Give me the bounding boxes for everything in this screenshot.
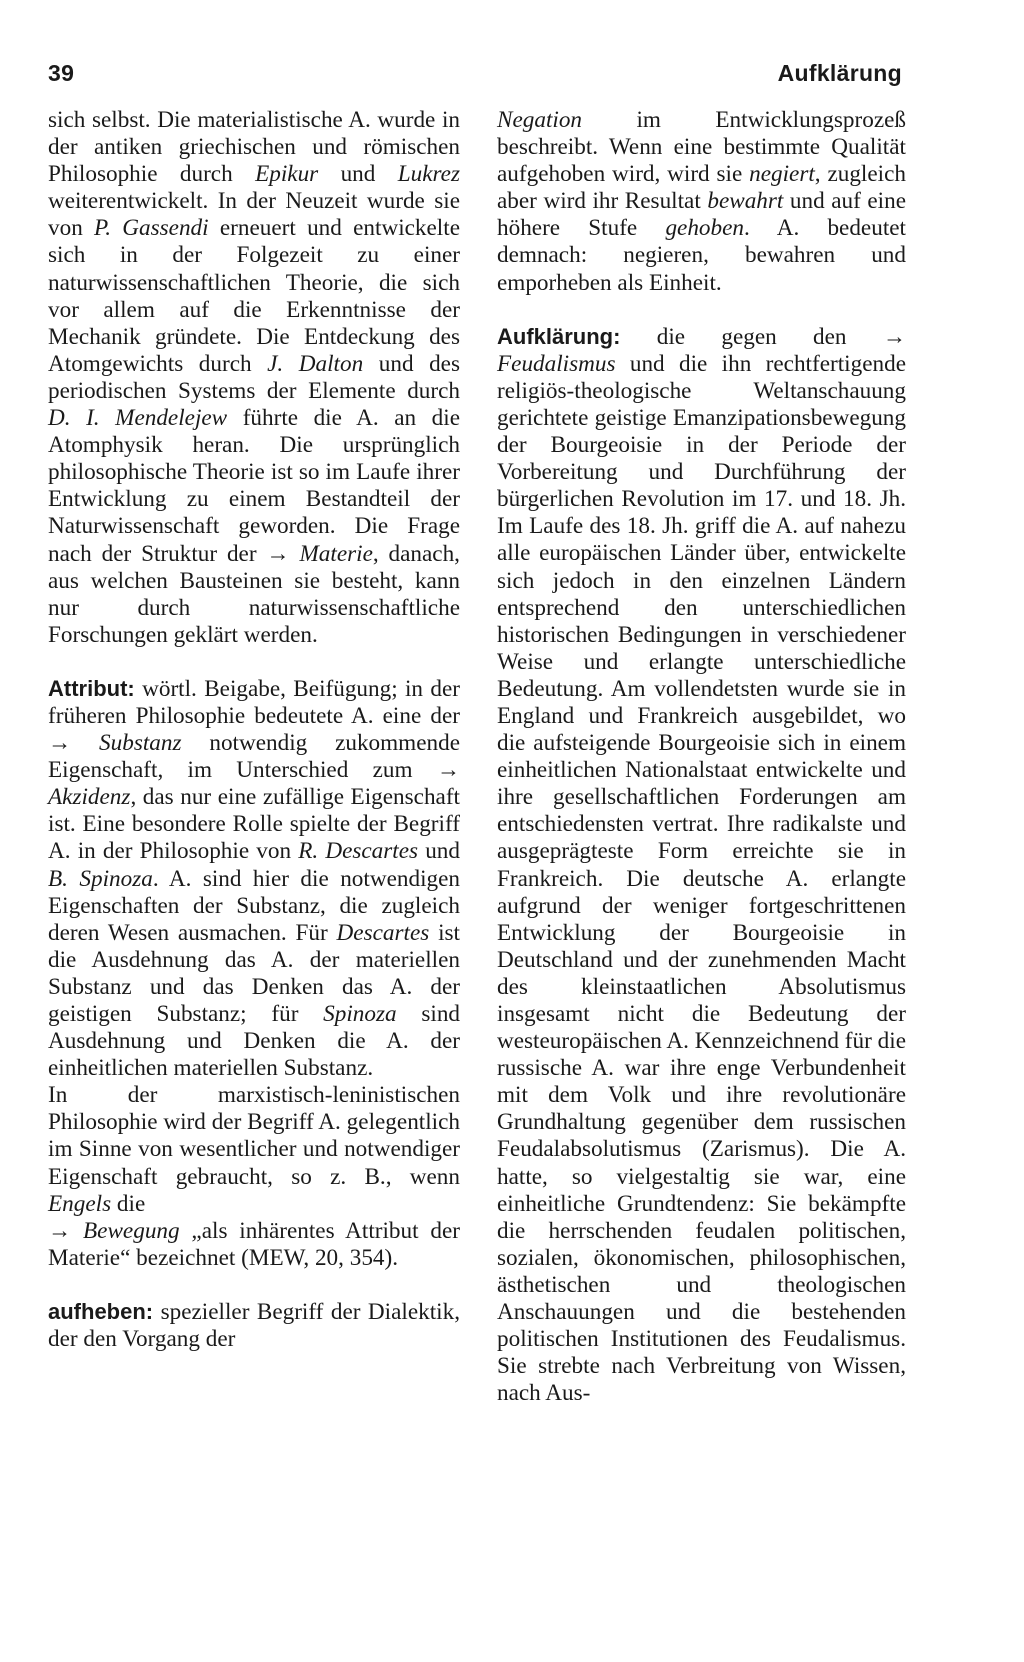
text: im Entwicklungsprozeß beschreibt. Wenn eine bestimmte Qualität aufgehoben wird, wird sie (497, 107, 906, 188)
name-spinoza: B. Spinoza (48, 865, 153, 892)
entry-aufheben (48, 1298, 460, 1353)
term-bewahrt: bewahrt (707, 188, 784, 215)
text: „als inhärentes Attribut der Materie“ bezeichnet (MEW, 20, 354). (48, 1217, 460, 1271)
cross-reference-arrow-icon: → (266, 540, 290, 567)
text: , zugleich aber wird ihr Resultat (497, 161, 906, 215)
name-epikur: Epikur (255, 161, 319, 188)
running-title: Aufklärung (777, 60, 902, 86)
text: die gegen den (620, 323, 883, 350)
name-gassendi: P. Gassendi (94, 215, 209, 242)
headword-attribut: Attribut: (48, 675, 135, 701)
text: und die ihn rechtfertigende religiös-theologische Weltanschauung gerichtete geistige Emanzipationsbewegung der Bourgeoisie in der Periode der Vorbereitung und Durchführung der bürgerlichen Revolution im 17. und 18. Jh. Im Laufe des 18. Jh. griff die A. auf nahezu alle europäischen Länder über, entwickelte sich jedoch in den einzelnen Ländern entsprechend den unterschiedlichen historischen Bedingungen in verschiedener Weise und erlangte unterschiedliche Bedeutung. Am vollendetsten wurde sie in England und Frankreich ausgebildet, wo die aufsteigende Bourgeoisie sich in einem einheitlichen Nationalstaat entwickelte und ihre gesellschaftlichen Forderungen am entschiedensten vertrat. Ihre radikalste und ausgeprägteste Form erreichte sie in Frankreich. Die deutsche A. erlangte aufgrund der weniger fortgeschrittenen Entwicklung der Bourgeoisie in Deutschland und der zunehmenden Macht des kleinstaatlichen Absolutismus insgesamt nicht die Bedeutung der westeuropäischen A. Kennzeichnend für die russische A. war ihre enge Verbundenheit mit dem Volk und ihre revolutionäre Grundhaltung gegenüber dem russischen Feudalabsolutismus (Zarismus). Die A. hatte, so vielgestaltig sie war, eine einheitliche Grundtendenz: Sie bekämpfte die herrschenden feudalen politischen, sozialen, ökonomischen, philosophischen, ästhetischen und theologischen Anschauungen und die bestehenden politischen Institutionen des Feudalismus. Sie strebte nach Verbreitung von Wissen, nach Aus- (497, 350, 906, 1407)
xref-akzidenz: Akzidenz (48, 784, 131, 811)
text: führte die A. an die Atomphysik heran. Die ursprünglich philosophische Theorie ist so im Laufe ihrer Entwicklung zu einem Bestandteil der Naturwissenschaft geworden. Die Frage nach der Struktur der (48, 405, 460, 567)
text: . A. bedeutet demnach: negieren, bewahren und emporheben als Einheit. (497, 215, 906, 296)
text: spezieller Begriff der Dialektik, der den Vorgang der (48, 1298, 460, 1353)
xref-substanz: Substanz (99, 730, 182, 757)
text: und auf eine höhere Stufe (497, 188, 907, 242)
left-column (48, 107, 460, 1353)
text: . A. sind hier die notwendigen Eigenschaften der Substanz, die zugleich deren Wesen ausmachen. Für (48, 865, 460, 946)
name-descartes: Descartes (336, 919, 430, 946)
entry-attribut (48, 675, 460, 1082)
text: und (318, 161, 398, 188)
text: , danach, aus welchen Bausteinen sie besteht, kann nur durch naturwissenschaftliche Forschungen geklärt werden. (48, 540, 460, 648)
name-descartes: R. Descartes (298, 838, 419, 865)
term-gehoben: gehoben (665, 215, 744, 242)
text: wörtl. Beigabe, Beifügung; in der früheren Philosophie bedeutete A. eine der (48, 675, 460, 729)
text: sich selbst. Die materialistische A. wurde in der antiken griechischen und römischen Philosophie durch (48, 107, 460, 188)
name-spinoza: Spinoza (323, 1001, 397, 1027)
text: , das nur eine zufällige Eigenschaft ist. Eine besondere Rolle spielte der Begriff A. in der Philosophie von (48, 784, 460, 865)
cross-reference-arrow-icon: → (882, 323, 906, 350)
cross-reference-arrow-icon: → (436, 757, 460, 784)
headword-aufheben: aufheben: (48, 1298, 154, 1324)
text: In der marxistisch-leninistischen Philosophie wird der Begriff A. gelegentlich im Sinne von wesentlicher und notwendiger Eigenschaft gebraucht, so z. B., wenn (48, 1082, 460, 1190)
xref-bewegung: Bewegung (83, 1217, 180, 1244)
right-column (497, 107, 906, 1407)
text: und (418, 838, 460, 865)
cross-reference-arrow-icon: → (48, 1217, 72, 1244)
term-negiert: negiert (749, 161, 815, 188)
name-dalton: J. Dalton (267, 350, 364, 377)
xref-materie: Materie (299, 540, 373, 567)
term-negation: Negation (497, 107, 583, 133)
cross-reference-arrow-icon: → (48, 730, 72, 757)
name-mendelejew: D. I. Mendelejew (48, 405, 228, 432)
text: und des periodischen Systems der Elemente durch (48, 350, 460, 404)
entry-attribut-continued (48, 1082, 460, 1272)
entry-continuation-atomismus (48, 107, 460, 649)
text: erneuert und entwickelte sich in der Folgezeit zu einer naturwissenschaftlichen Theorie, die sich vor allem auf die Erkenntnisse der Mechanik gründete. Die Entdeckung des Atomgewichts durch (48, 215, 460, 377)
text: weiterentwickelt. In der Neuzeit wurde sie von (48, 188, 460, 242)
page-number: 39 (48, 60, 75, 86)
name-lukrez: Lukrez (397, 161, 460, 188)
entry-aufheben-continued (497, 107, 906, 297)
text: die (111, 1190, 146, 1217)
xref-feudalismus: Feudalismus (497, 350, 616, 377)
text: notwendig zukommende Eigenschaft, im Unterschied zum (48, 730, 460, 784)
entry-aufklaerung (497, 323, 906, 1408)
text: sind Ausdehnung und Denken die A. der einheitlichen materiellen Substanz. (48, 1001, 461, 1082)
headword-aufklaerung: Aufklärung: (497, 323, 621, 349)
name-engels: Engels (48, 1190, 112, 1217)
text: ist die Ausdehnung das A. der materiellen Substanz und das Denken das A. der geistigen Substanz; für (48, 919, 460, 1027)
